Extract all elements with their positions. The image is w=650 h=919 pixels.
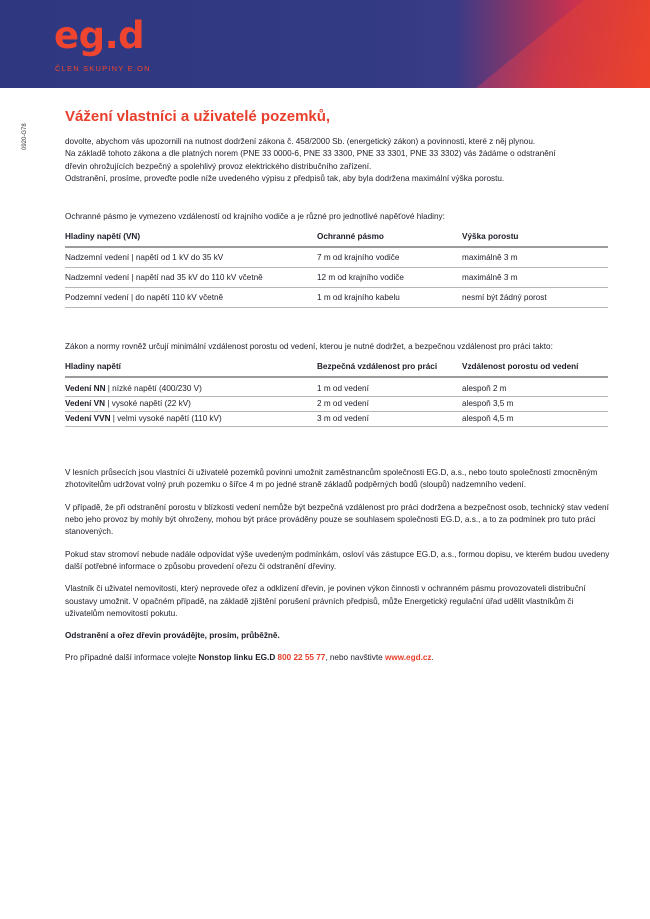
table-row [65, 247, 608, 268]
column-header: Bezpečná vzdálenost pro práci [317, 358, 462, 377]
paragraph-forest-clearings: V lesních průsecích jsou vlastníci či uživatelé pozemků povinni umožnit zaměstnancům společnosti EG.D, a.s., nebo touto společností zmocněným zhotovitelům udržovat volný pruh pozemku o šířce 4 m po jedné straně základů podpěrných bodů (sloupů) nadzemního vedení. [65, 468, 598, 490]
table-row [65, 268, 608, 288]
table-cell: Podzemní vedení | do napětí 110 kV včetně [65, 288, 317, 308]
logo-tagline: ČLEN SKUPINY E.ON [55, 64, 151, 73]
table-header-row [65, 228, 608, 247]
table-cell: nesmí být žádný porost [462, 288, 608, 308]
document-code: 0920-G78 [22, 123, 28, 150]
website-link[interactable]: www.egd.cz [384, 653, 432, 663]
contact-suffix: . [431, 653, 434, 663]
voltage-level-desc: | velmi vysoké napětí (110 kV) [110, 414, 222, 424]
contact-line [65, 652, 610, 664]
voltage-level-name: Vedení VN [65, 399, 106, 409]
column-header: Vzdálenost porostu od vedení [462, 358, 608, 377]
table-row [65, 288, 608, 308]
header-accent-wedge [476, 0, 650, 88]
table-cell: 1 m od krajního kabelu [317, 288, 462, 308]
table-cell: 7 m od krajního vodiče [317, 247, 462, 268]
intro-line: Na základě tohoto zákona a dle platných norem (PNE 33 0000-6, PNE 33 3300, PNE 33 3301, PNE 33 3302) vás žádáme o odstranění [65, 149, 556, 159]
table-cell: Nadzemní vedení | napětí od 1 kV do 35 kV [65, 247, 317, 268]
intro-block [65, 136, 610, 185]
table-cell: maximálně 3 m [462, 247, 608, 268]
intro-line: dřevin ohrožujících bezpečný a spolehlivý provoz elektrického distribučního zařízení. [65, 161, 372, 171]
contact-prefix: Pro případné další informace volejte [65, 653, 199, 663]
contact-middle: , nebo navštivte [325, 653, 385, 663]
hotline-label: Nonstop linku EG.D [198, 653, 276, 663]
table-cell: alespoň 2 m [462, 377, 608, 397]
table-header-row [65, 358, 608, 377]
intro-line: Odstranění, prosíme, proveďte podle níže uvedeného výpisu z předpisů tak, aby byla dodržena maximální výška porostu. [65, 173, 505, 183]
voltage-level-name: Vedení NN [65, 384, 106, 394]
table-cell: 3 m od vedení [317, 412, 462, 427]
table-cell: 1 m od vedení [317, 377, 462, 397]
table2-intro: Zákon a normy rovněž určují minimální vzdálenost porostu od vedení, kterou je nutné dodržet, a bezpečnou vzdálenost pro práci takto: [65, 342, 553, 352]
column-header: Hladiny napětí [65, 358, 317, 377]
letter-title: Vážení vlastníci a uživatelé pozemků, [65, 108, 331, 125]
safe-distance-table [65, 358, 608, 427]
column-header: Ochranné pásmo [317, 228, 462, 247]
paragraph-penalty: Vlastník či uživatel nemovitosti, který neprovede ořez a odklizení dřevin, je povinen výkon činnosti v ochranném pásmu provozovateli distribuční soustavy umožnit. V opačném případě, na základě zjištění porušení právních předpisů, může Energetický regulační úřad udělit vlastníkům či uživatelům nemovitostí pokutu. [65, 584, 586, 618]
table-cell [65, 397, 317, 412]
paragraph-notification: Pokud stav stromoví nebude nadále odpovídat výše uvedeným podmínkám, osloví vás zástupce EG.D, a.s., formou dopisu, ve kterém budou uvedeny další potřebné informace o způsobu provedení ořezu či odstranění dřeviny. [65, 549, 610, 571]
paragraph-safety-consent: V případě, že při odstranění porostu v blízkosti vedení nemůže být bezpečná vzdálenost pro práci dodržena a bezpečnost osob, technický stav vedení nebo jeho provoz by mohly být ohroženy, mohou být práce prováděny pouze se souhlasem společnosti EG.D, a.s., a to za podmínek pro tuto práci stanovených. [65, 502, 609, 537]
hotline-phone[interactable]: 800 22 55 77 [277, 653, 326, 663]
egd-logo: eg.d [54, 14, 145, 57]
table1-intro: Ochranné pásmo je vymezeno vzdáleností od krajního vodiče a je různé pro jednotlivé napěťové hladiny: [65, 212, 445, 222]
voltage-level-desc: | vysoké napětí (22 kV) [105, 399, 191, 409]
table-cell: alespoň 3,5 m [462, 397, 608, 412]
table-cell: alespoň 4,5 m [462, 412, 608, 427]
header-banner [0, 0, 650, 88]
table-row [65, 377, 608, 397]
table-row [65, 412, 608, 427]
table-row [65, 397, 608, 412]
table-cell: Nadzemní vedení | napětí nad 35 kV do 110 kV včetně [65, 268, 317, 288]
table-cell [65, 412, 317, 427]
voltage-level-name: Vedení VVN [65, 414, 111, 424]
table-cell: 2 m od vedení [317, 397, 462, 412]
table-cell: maximálně 3 m [462, 268, 608, 288]
voltage-level-desc: | nízké napětí (400/230 V) [105, 384, 202, 394]
column-header: Výška porostu [462, 228, 608, 247]
letter-content [65, 108, 610, 675]
intro-line: dovolte, abychom vás upozornili na nutnost dodržení zákona č. 458/2000 Sb. (energetický zákon) a povinnosti, které z něj plynou. [65, 137, 536, 146]
table-cell: 12 m od krajního vodiče [317, 268, 462, 288]
bold-reminder: Odstranění a ořez dřevin provádějte, prosím, průběžně. [65, 631, 280, 641]
column-header: Hladiny napětí (VN) [65, 228, 317, 247]
table-cell [65, 377, 317, 397]
protection-zone-table [65, 228, 608, 308]
